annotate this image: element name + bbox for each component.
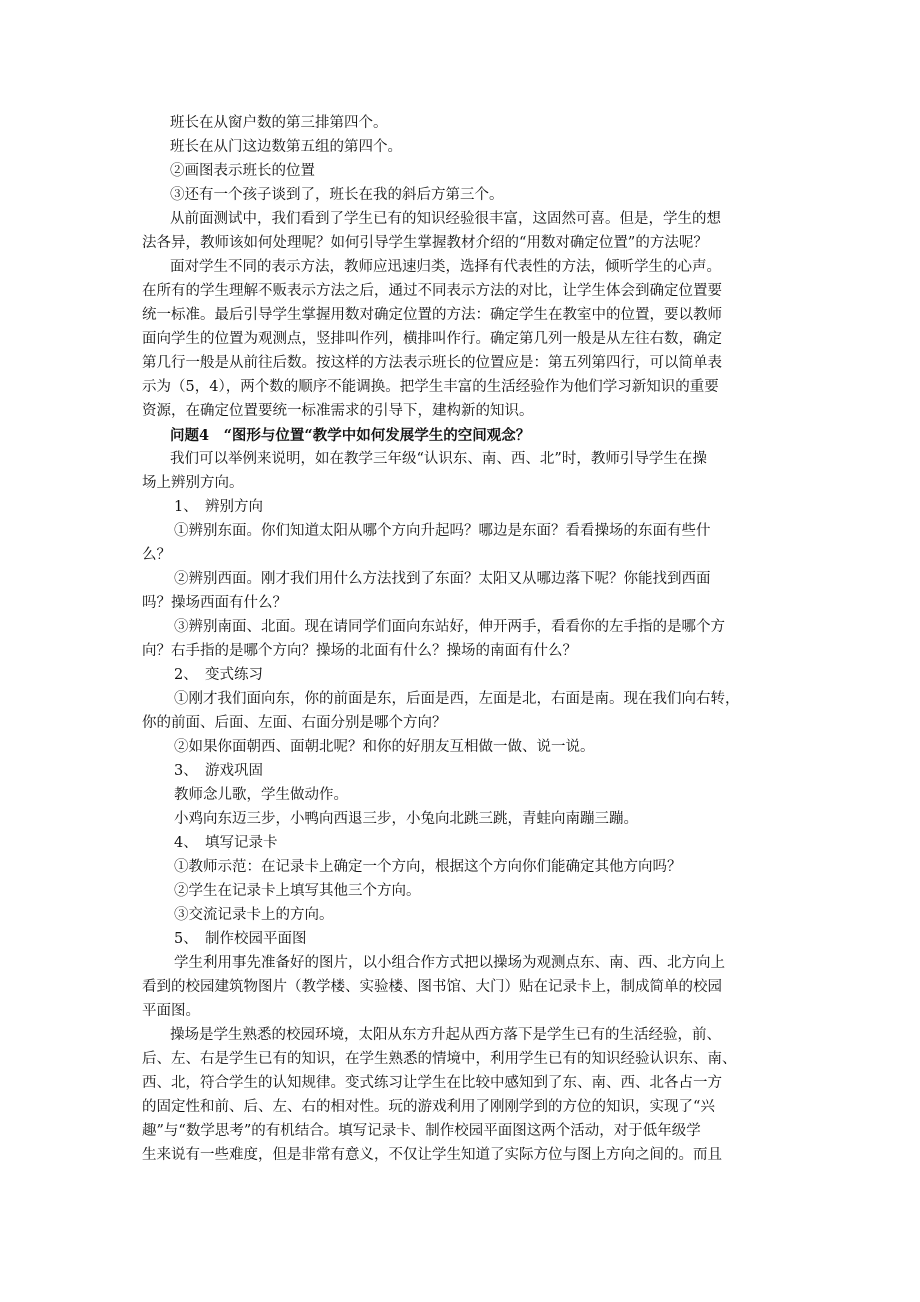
list-item: 你的前面、后面、左面、右面分别是哪个方向？ (142, 715, 447, 731)
paragraph-line: 场上辨别方向。 (142, 475, 244, 491)
paragraph-line: 从前面测试中，我们看到了学生已有的知识经验很丰富，这固然可喜。但是，学生的想 (170, 211, 721, 227)
paragraph-line: 面对学生不同的表示方法，教师应迅速归类，选择有代表性的方法，倾听学生的心声。 (170, 259, 721, 275)
paragraph-line: 学生利用事先准备好的图片，以小组合作方式把以操场为观测点东、南、西、北方向上 (174, 955, 725, 971)
list-item: 教师念儿歌，学生做动作。 (174, 787, 348, 803)
list-item: 小鸡向东迈三步，小鸭向西退三步，小兔向北跳三跳，青蛙向南蹦三蹦。 (174, 811, 638, 827)
text-line: ③还有一个孩子谈到了，班长在我的斜后方第三个。 (170, 187, 504, 203)
list-item: ②辨别西面。刚才我们用什么方法找到了东面？太阳又从哪边落下呢？你能找到西面 (174, 571, 711, 587)
paragraph-line: 看到的校园建筑物图片（教学楼、实验楼、图书馆、大门）贴在记录卡上，制成简单的校园 (142, 979, 722, 995)
text-line: 班长在从窗户数的第三排第四个。 (170, 115, 388, 131)
list-item: ③辨别南面、北面。现在请同学们面向东站好，伸开两手，看看你的左手指的是哪个方 (174, 619, 725, 635)
paragraph-line: 统一标准。最后引导学生掌握用数对确定位置的方法：确定学生在教室中的位置，要以教师 (142, 307, 722, 323)
paragraph-line: 在所有的学生理解不贩表示方法之后，通过不同表示方法的对比，让学生体会到确定位置要 (142, 283, 722, 299)
section-heading: 问题4 “图形与位置“教学中如何发展学生的空间观念？ (170, 427, 531, 444)
text-line: 班长在从门这边数第五组的第四个。 (170, 139, 402, 155)
paragraph-line: 的固定性和前、后、左、右的相对性。玩的游戏利用了刚刚学到的方位的知识，实现了“兴 (142, 1099, 715, 1115)
list-heading: 3、 游戏巩固 (174, 763, 263, 779)
list-item: 么？ (142, 547, 171, 563)
list-item: ①教师示范：在记录卡上确定一个方向，根据这个方向你们能确定其他方向吗？ (174, 859, 682, 875)
text-line: ②画图表示班长的位置 (170, 163, 315, 179)
list-item: 吗？操场西面有什么？ (142, 595, 287, 611)
list-heading: 5、 制作校园平面图 (174, 931, 307, 947)
paragraph-line: 平面图。 (142, 1003, 200, 1019)
paragraph-line: 法各异，教师该如何处理呢？如何引导学生掌握教材介绍的“用数对确定位置”的方法呢？ (142, 235, 708, 251)
list-item: ①刚才我们面向东，你的前面是东，后面是西，左面是北，右面是南。现在我们向右转， (174, 691, 740, 707)
paragraph-line: 后、左、右是学生已有的知识，在学生熟悉的情境中，利用学生已有的知识经验认识东、南、 (142, 1051, 737, 1067)
paragraph-line: 示为（5，4），两个数的顺序不能调换。把学生丰富的生活经验作为他们学习新知识的重要 (142, 379, 719, 395)
list-item: ③交流记录卡上的方向。 (174, 907, 334, 923)
list-item: ①辨别东面。你们知道太阳从哪个方向升起吗？哪边是东面？看看操场的东面有些什 (174, 523, 711, 539)
paragraph-line: 我们可以举例来说明，如在教学三年级“认识东、南、西、北”时，教师引导学生在操 (170, 451, 707, 467)
list-heading: 2、 变式练习 (174, 667, 263, 683)
paragraph-line: 西、北，符合学生的认知规律。变式练习让学生在比较中感知到了东、南、西、北各占一方 (142, 1075, 722, 1091)
paragraph-line: 生来说有一些难度，但是非常有意义，不仅让学生知道了实际方位与图上方向之间的。而且 (142, 1147, 722, 1163)
paragraph-line: 第几行一般是从前往后数。按这样的方法表示班长的位置应是：第五列第四行，可以简单表 (142, 355, 722, 371)
paragraph-line: 资源，在确定位置要统一标准需求的引导下，建构新的知识。 (142, 403, 534, 419)
list-item: ②如果你面朝西、面朝北呢？和你的好朋友互相做一做、说一说。 (174, 739, 595, 755)
paragraph-line: 操场是学生熟悉的校园环境，太阳从东方升起从西方落下是学生已有的生活经验，前、 (170, 1027, 721, 1043)
paragraph-line: 趣”与“数学思考”的有机结合。填写记录卡、制作校园平面图这两个活动，对于低年级学 (142, 1123, 701, 1139)
list-heading: 4、 填写记录卡 (174, 835, 278, 851)
list-item: ②学生在记录卡上填写其他三个方向。 (174, 883, 421, 899)
list-heading: 1、 辨别方向 (174, 499, 263, 515)
paragraph-line: 面向学生的位置为观测点，竖排叫作列，横排叫作行。确定第几列一般是从左往右数，确定 (142, 331, 722, 347)
list-item: 向？右手指的是哪个方向？操场的北面有什么？操场的南面有什么？ (142, 643, 577, 659)
